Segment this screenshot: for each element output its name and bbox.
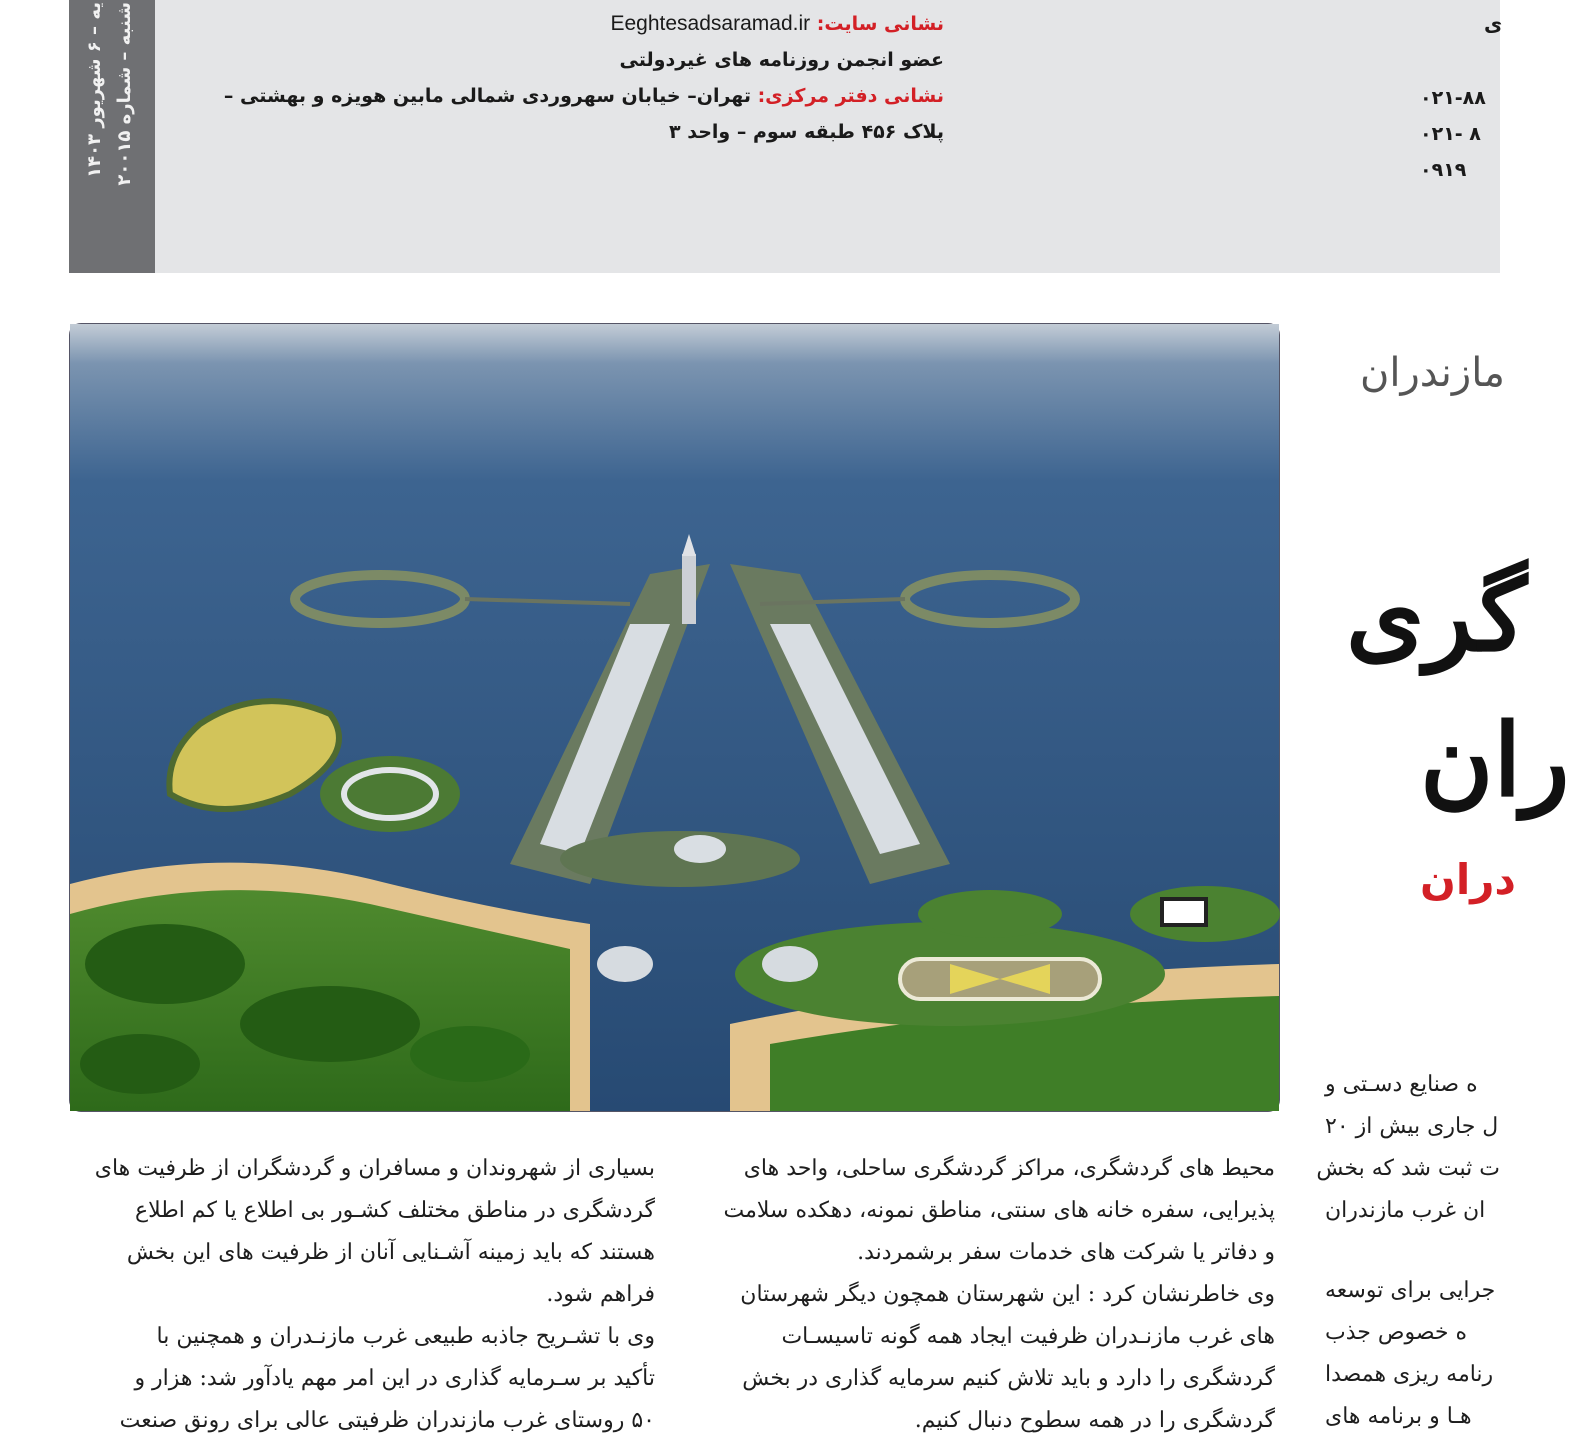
paragraph-line: ان غرب مازندران	[1325, 1198, 1486, 1223]
headline-subtitle: دران	[1420, 855, 1516, 904]
office-address: تهران– خیابان سهروردی شمالی مابین هویزه و بهشتی –	[223, 85, 751, 107]
paragraph-line: گردشگری را در همه سطوح دنبال کنیم.	[914, 1408, 1275, 1433]
paragraph-line: جرایی برای توسعه	[1325, 1278, 1496, 1303]
date-line: یه – ۶ شهریور ۱۴۰۳	[84, 2, 105, 178]
paragraph-line: وی با تشـریح جاذبه طبیعی غرب مازنـدران و همچنین با	[156, 1324, 655, 1349]
site-line	[224, 6, 944, 42]
masthead-info	[224, 0, 944, 150]
region-label: مازندران	[1360, 350, 1505, 396]
article-column-middle	[700, 1148, 1275, 1442]
paragraph-line: گردشگری را دارد و باید تلاش کنیم سرمایه گذاری در بخش	[742, 1366, 1275, 1391]
membership-line: عضو انجمن روزنامه های غیردولتی	[619, 49, 944, 71]
headline-line-1: گری	[1346, 556, 1528, 674]
paragraph-line: پذیرایی، سفره خانه های سنتی، مناطق نمونه، دهکده سلامت	[723, 1198, 1275, 1223]
paragraph-gap	[1325, 1232, 1500, 1270]
date-issue-text	[80, 2, 140, 262]
paragraph-line: گردشگری در مناطق مختلف کشـور بی اطلاع یا کم اطلاع	[134, 1198, 655, 1223]
paragraph-line: ۵۰ روستای غرب مازندران ظرفیتی عالی برای رونق صنعت	[119, 1408, 655, 1433]
paragraph-line: تأکید بر سـرمایه گذاری در این امر مهم یادآور شد: هزار و	[134, 1366, 655, 1391]
issue-line: شنبه – شماره ۲۰۰۱۵	[114, 2, 135, 186]
article-column-left	[80, 1148, 655, 1442]
site-label: نشانی سایت:	[816, 13, 944, 35]
paragraph-line: ت ثبت شد که بخش	[1316, 1156, 1500, 1181]
resort-illustration	[70, 324, 1279, 1111]
paragraph-line: وی خاطرنشان کرد : این شهرستان همچون دیگر شهرستان	[740, 1282, 1275, 1307]
paragraph-line: هستند که باید زمینه آشـنایی آنان از ظرفیت های این بخش	[126, 1240, 655, 1265]
paragraph-line: فراهم شود.	[546, 1282, 655, 1307]
paragraph-line: ه صنایع دسـتی و	[1325, 1072, 1478, 1097]
aerial-resort-photo	[69, 323, 1280, 1112]
paragraph-line: ل جاری بیش از ۲۰	[1325, 1114, 1499, 1139]
headline-line-2: ران	[1420, 701, 1570, 819]
phone-2: ۰۲۱- ۸	[1420, 123, 1481, 145]
paragraph-line: هـا و برنامه های	[1325, 1404, 1472, 1429]
paragraph-line: و دفاتر یا شرکت های خدمات سفر برشمردند.	[857, 1240, 1275, 1265]
phone-3: ۰۹۱۹	[1420, 159, 1467, 181]
paragraph-line: بسیاری از شهروندان و مسافران و گردشگران از ظرفیت های	[94, 1156, 655, 1181]
paragraph-line: محیط های گردشگری، مراکز گردشگری ساحلی، واحد های	[743, 1156, 1275, 1181]
paragraph-line: های غرب مازنـدران ظرفیت ایجاد همه گونه تاسیسـات	[781, 1324, 1275, 1349]
paragraph-line: ه خصوص جذب	[1325, 1320, 1468, 1345]
office-line-2: پلاک ۴۵۶ طبقه سوم – واحد ۳	[669, 121, 944, 143]
phone-1: ۰۲۱-۸۸	[1420, 87, 1486, 109]
office-line	[224, 78, 944, 114]
office-label: نشانی دفتر مرکزی:	[757, 85, 944, 107]
site-url[interactable]: Eeghtesadsaramad.ir	[610, 12, 811, 35]
phone-numbers	[1420, 80, 1500, 188]
masthead-right-fragment: ی	[1484, 12, 1503, 36]
paragraph-line: رنامه ریزی همصدا	[1325, 1362, 1494, 1387]
article-column-right	[1316, 1064, 1500, 1438]
